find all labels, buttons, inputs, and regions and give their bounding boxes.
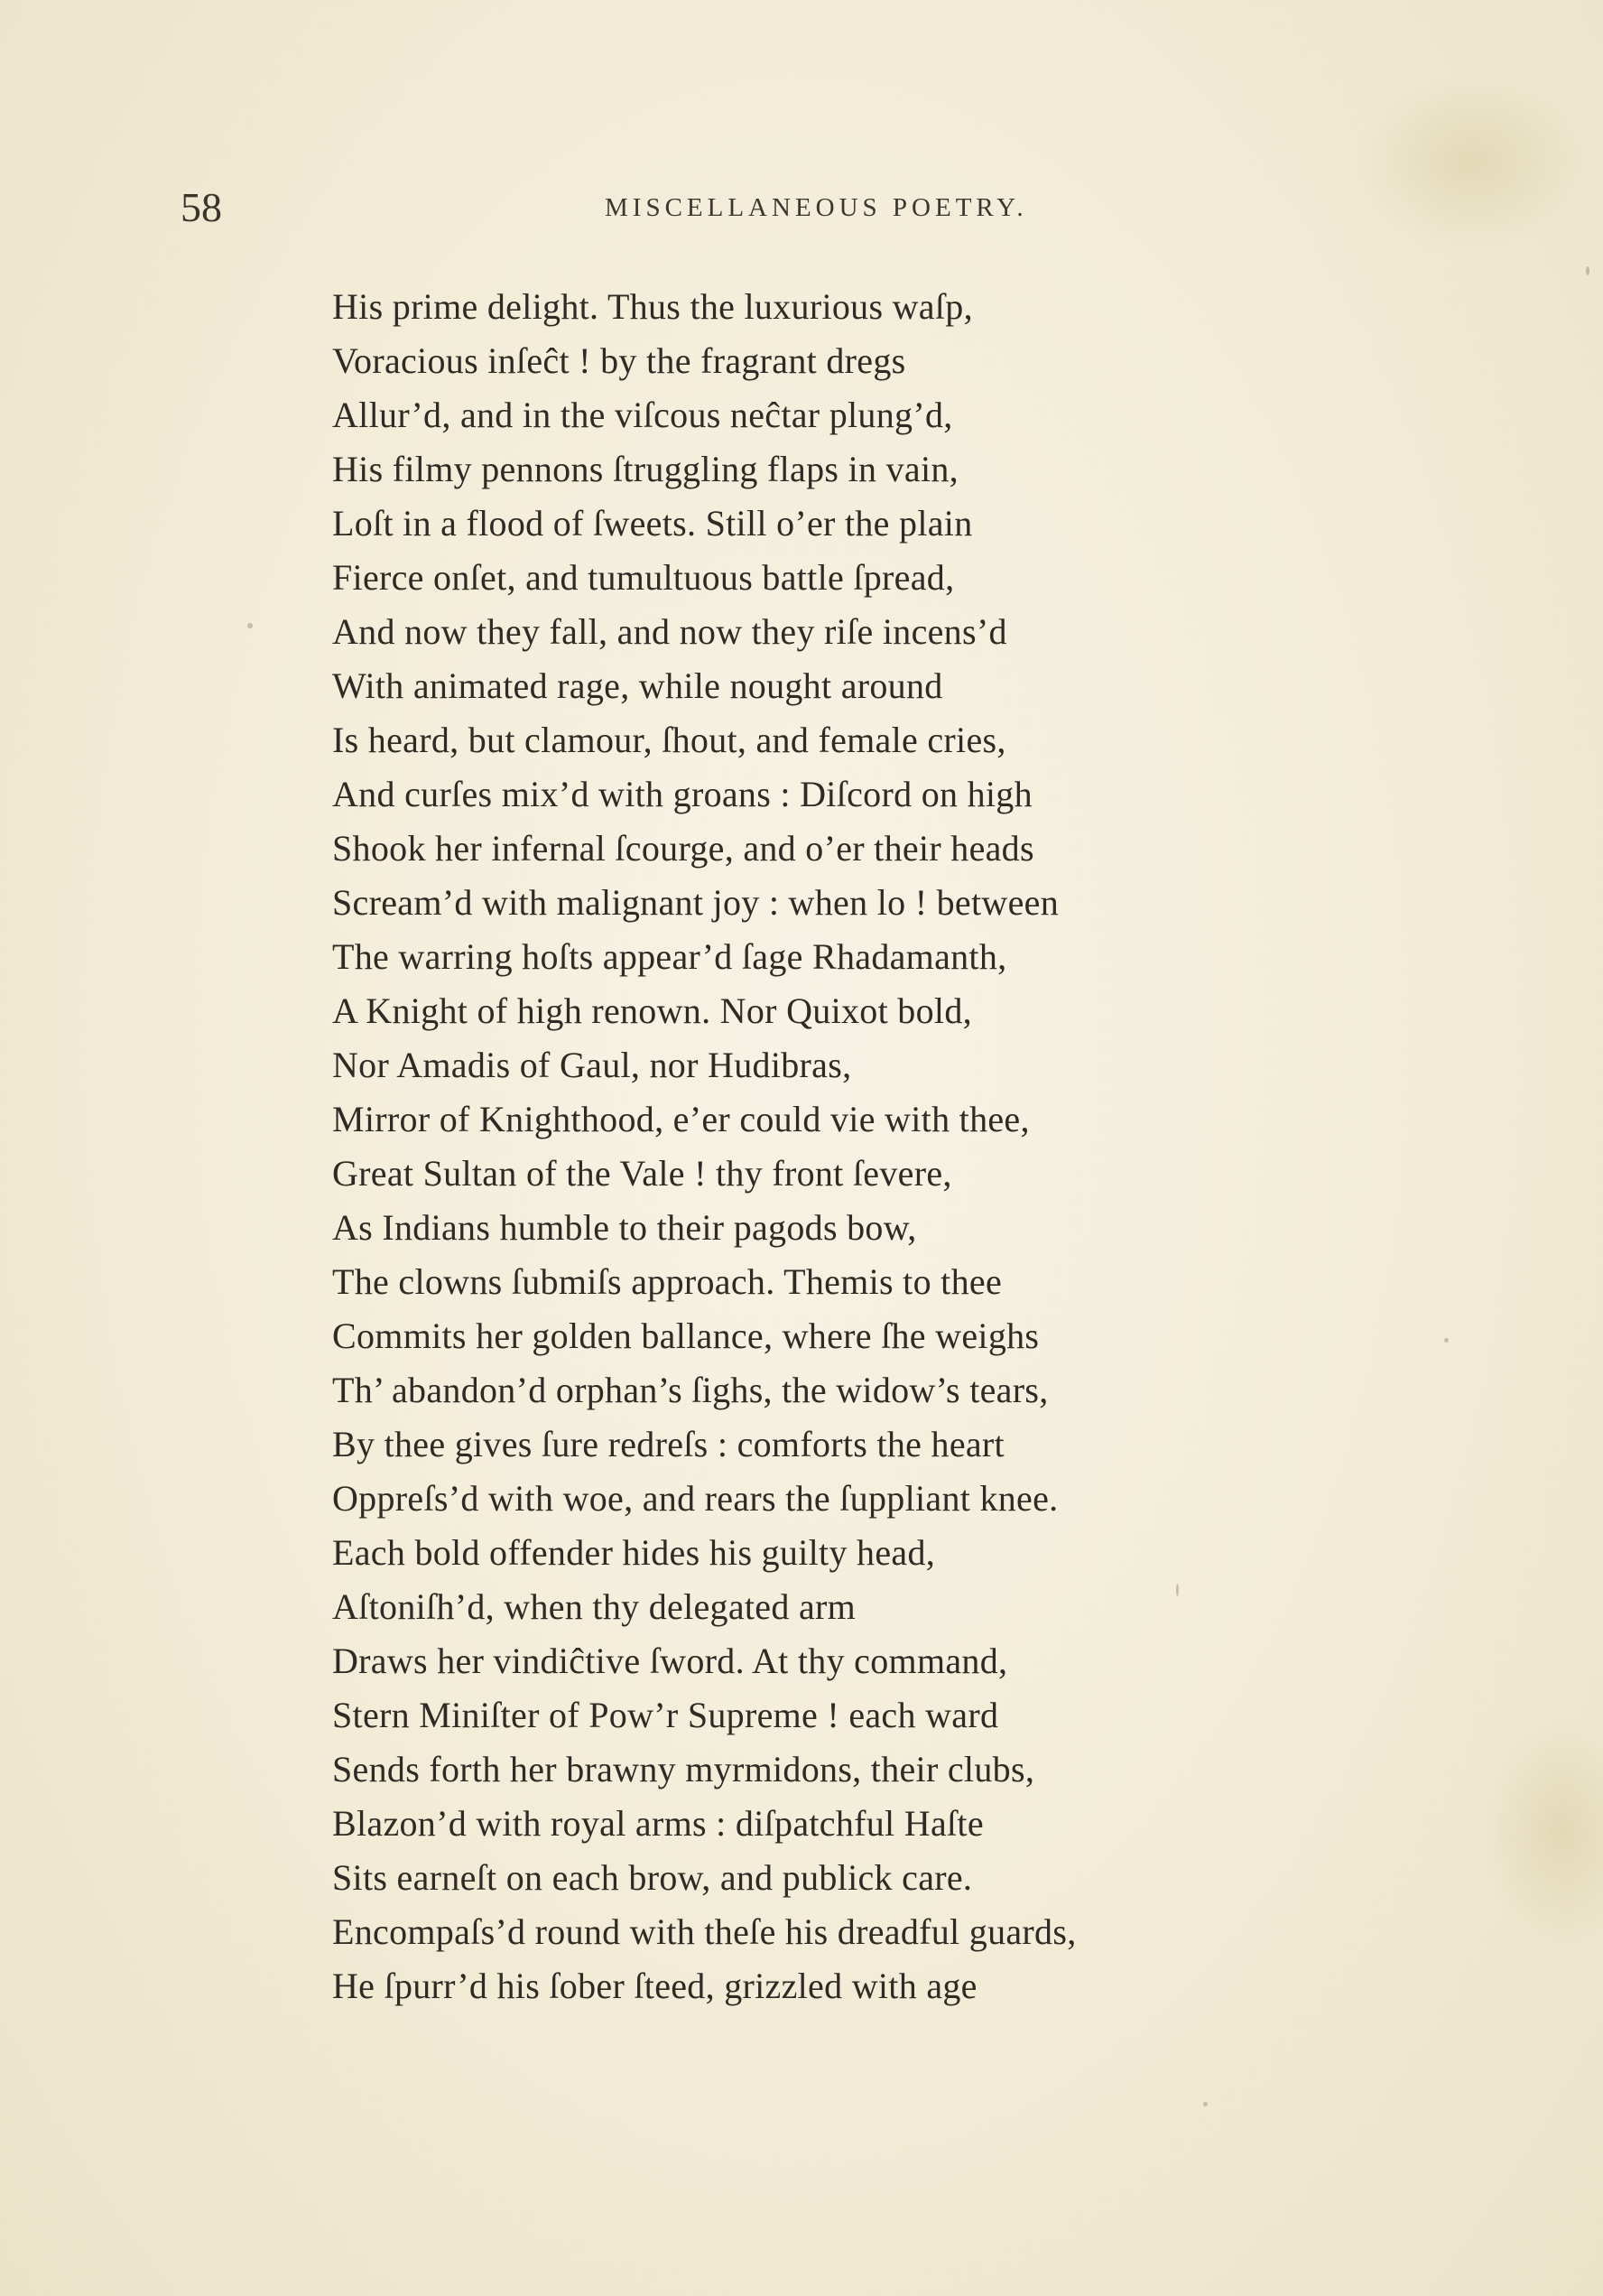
- poem-line: Nor Amadis of Gaul, nor Hudibras,: [332, 1045, 852, 1085]
- poem-line: And now they fall, and now they riſe incens’d: [332, 611, 1007, 652]
- poem-line: Th’ abandon’d orphan’s ſighs, the widow’s tears,: [332, 1370, 1049, 1410]
- poem-line: Allur’d, and in the viſcous neĉtar plung’d,: [332, 395, 953, 435]
- poem-line: Loſt in a flood of ſweets. Still o’er the plain: [332, 503, 973, 544]
- poem-line: Mirror of Knighthood, e’er could vie with thee,: [332, 1099, 1030, 1139]
- poem-line: Encompaſs’d round with theſe his dreadful guards,: [332, 1911, 1077, 1952]
- poem-line: As Indians humble to their pagods bow,: [332, 1207, 917, 1248]
- paper-speck: [247, 623, 253, 628]
- poem-line: And curſes mix’d with groans : Diſcord on high: [332, 774, 1033, 814]
- page-number: 58: [181, 184, 222, 230]
- poem-line: Fierce onſet, and tumultuous battle ſpread,: [332, 557, 955, 598]
- poem-line: By thee gives ſure redreſs : comforts the heart: [332, 1424, 1005, 1464]
- poem-line: Great Sultan of the Vale ! thy front ſevere,: [332, 1153, 952, 1194]
- poem-line: Sends forth her brawny myrmidons, their clubs,: [332, 1749, 1035, 1789]
- paper-speck: [1586, 266, 1589, 275]
- poem-line: Stern Miniſter of Pow’r Supreme ! each ward: [332, 1695, 999, 1735]
- poem-line: Blazon’d with royal arms : diſpatchful Haſte: [332, 1803, 984, 1844]
- poem-line: Aſtoniſh’d, when thy delegated arm: [332, 1586, 857, 1627]
- poem-line: Is heard, but clamour, ſhout, and female cries,: [332, 720, 1006, 760]
- paper-speck: [1176, 1584, 1179, 1596]
- poem-line: His filmy pennons ſtruggling flaps in vain,: [332, 449, 959, 489]
- poem-line: Draws her vindiĉtive ſword. At thy command,: [332, 1641, 1008, 1681]
- poem-line: Shook her infernal ſcourge, and o’er their heads: [332, 828, 1034, 869]
- poem-line: The clowns ſubmiſs approach. Themis to thee: [332, 1261, 1003, 1302]
- poem-line: His prime delight. Thus the luxurious waſp,: [332, 286, 973, 327]
- paper-stain: [1480, 1715, 1603, 1950]
- poem-text: [332, 280, 1253, 2013]
- poem-line: A Knight of high renown. Nor Quixot bold,: [332, 990, 972, 1031]
- paper-speck: [1444, 1338, 1449, 1343]
- poem-line: The warring hoſts appear’d ſage Rhadamanth,: [332, 936, 1007, 977]
- poem-line: Each bold offender hides his guilty head,: [332, 1532, 936, 1573]
- poem-line: Sits earneſt on each brow, and publick care.: [332, 1857, 973, 1898]
- poem-line: He ſpurr’d his ſober ſteed, grizzled with age: [332, 1966, 978, 2006]
- paper-speck: [1203, 2102, 1208, 2106]
- running-head: MISCELLANEOUS POETRY.: [605, 193, 1028, 222]
- poem-line: With animated rage, while nought around: [332, 665, 943, 706]
- poem-line: Scream’d with malignant joy : when lo ! between: [332, 882, 1059, 923]
- poem-line: Voracious inſeĉt ! by the fragrant dregs: [332, 340, 906, 381]
- paper-stain: [1354, 72, 1589, 253]
- poem-line: Oppreſs’d with woe, and rears the ſuppliant knee.: [332, 1478, 1059, 1519]
- poem-line: Commits her golden ballance, where ſhe weighs: [332, 1315, 1040, 1356]
